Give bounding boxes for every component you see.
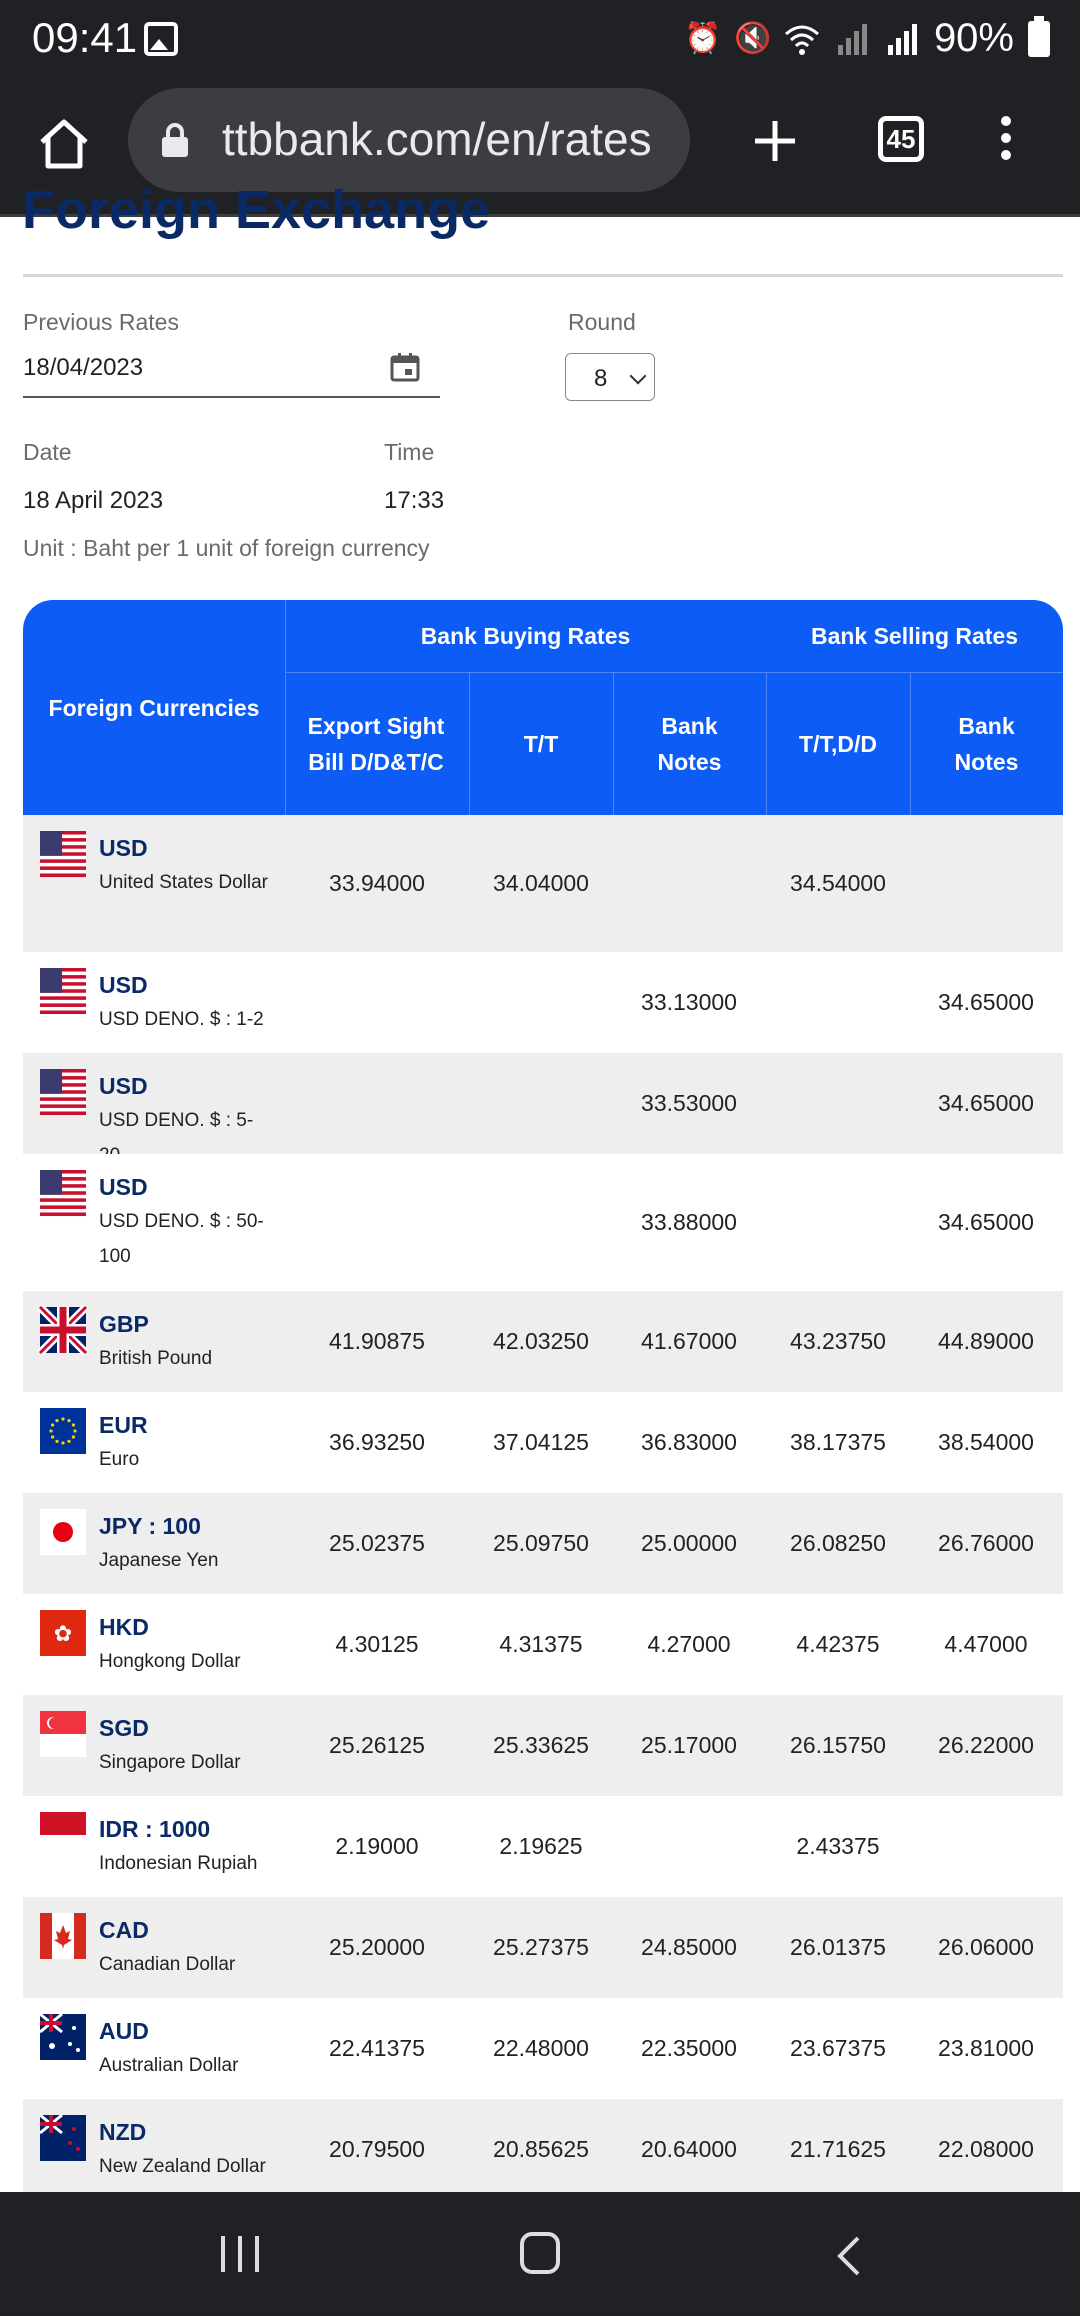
- currency-code: USD: [99, 1073, 148, 1099]
- eur-flag: [40, 1408, 86, 1454]
- currency-name: Hongkong Dollar: [99, 1651, 241, 1672]
- cell-bank-notes: 41.67000: [641, 1327, 737, 1354]
- table-row: [23, 1154, 1063, 1291]
- currency-name: Indonesian Rupiah: [99, 1853, 258, 1874]
- currency-name: Canadian Dollar: [99, 1954, 236, 1975]
- page-content: [0, 180, 1080, 2192]
- back-icon[interactable]: [834, 2236, 864, 2276]
- signal-icon: [884, 21, 920, 57]
- cell-bank-notes: 4.27000: [647, 1630, 731, 1657]
- tab-switcher-button[interactable]: 45: [878, 116, 924, 162]
- mute-icon: 🔇: [733, 21, 772, 55]
- cell-sell-bank-notes: 34.65000: [938, 1208, 1034, 1235]
- battery-percent: 90%: [933, 16, 1014, 60]
- cell-tt: 25.33625: [493, 1731, 589, 1758]
- table-row: [23, 1594, 1063, 1695]
- cell-export-sight-bill: 41.90875: [329, 1327, 425, 1354]
- cell-tt: 4.31375: [499, 1630, 583, 1657]
- cell-sell-tt-dd: 43.23750: [790, 1327, 886, 1354]
- col-export-sight-bill: Export Sight Bill D/D&T/C: [307, 712, 445, 775]
- group-bank-selling: Bank Selling Rates: [810, 623, 1019, 649]
- cad-flag: [40, 1913, 86, 1959]
- cell-export-sight-bill: 22.41375: [329, 2034, 425, 2061]
- currency-name: USD DENO. $ : 50-100: [99, 1211, 264, 1267]
- currency-code: HKD: [99, 1614, 149, 1640]
- round-select[interactable]: [565, 353, 655, 401]
- date-label: Date: [23, 439, 72, 465]
- cell-bank-notes: 25.17000: [641, 1731, 737, 1758]
- table-row: [23, 1695, 1063, 1796]
- cell-export-sight-bill: 36.93250: [329, 1428, 425, 1455]
- currency-name: British Pound: [99, 1348, 213, 1369]
- cell-tt: 25.09750: [493, 1529, 589, 1556]
- cell-export-sight-bill: 20.79500: [329, 2135, 425, 2162]
- currency-name: Japanese Yen: [99, 1550, 219, 1571]
- idr-flag: [40, 1812, 86, 1858]
- usd-flag: [40, 968, 86, 1014]
- home-icon[interactable]: [34, 114, 94, 174]
- currency-code: GBP: [99, 1311, 149, 1337]
- cell-export-sight-bill: 4.30125: [335, 1630, 419, 1657]
- table-row: [23, 1493, 1063, 1594]
- signal-icon: [834, 21, 870, 57]
- nzd-flag: [40, 2115, 86, 2161]
- currency-name: New Zealand Dollar: [99, 2156, 266, 2177]
- currency-name: USD DENO. $ : 1-2: [99, 1009, 264, 1030]
- cell-sell-tt-dd: 21.71625: [790, 2135, 886, 2162]
- currency-name: Singapore Dollar: [99, 1752, 241, 1773]
- currency-name: USD DENO. $ : 5-: [99, 1110, 254, 1131]
- currency-code: EUR: [99, 1412, 148, 1438]
- currency-name: Australian Dollar: [99, 2055, 239, 2076]
- time-value: 17:33: [384, 487, 445, 514]
- cell-tt: 25.27375: [493, 1933, 589, 1960]
- cell-tt: 42.03250: [493, 1327, 589, 1354]
- usd-flag: [40, 1170, 86, 1216]
- sgd-flag: [40, 1711, 86, 1757]
- group-bank-buying: Bank Buying Rates: [420, 623, 631, 649]
- table-row: [23, 1291, 1063, 1392]
- cell-export-sight-bill: 2.19000: [335, 1832, 419, 1859]
- divider: [910, 672, 911, 815]
- cell-sell-bank-notes: 44.89000: [938, 1327, 1034, 1354]
- table-row: [23, 952, 1063, 1053]
- cell-sell-bank-notes: 4.47000: [944, 1630, 1028, 1657]
- cell-sell-bank-notes: 22.08000: [938, 2135, 1034, 2162]
- cell-bank-notes: 22.35000: [641, 2034, 737, 2061]
- cell-bank-notes: 33.88000: [641, 1208, 737, 1235]
- cell-sell-bank-notes: 23.81000: [938, 2034, 1034, 2061]
- system-nav-bar: [0, 2192, 1080, 2316]
- currency-code: CAD: [99, 1917, 149, 1943]
- cell-sell-bank-notes: 26.76000: [938, 1529, 1034, 1556]
- cell-sell-tt-dd: 38.17375: [790, 1428, 886, 1455]
- status-bar: [0, 0, 1080, 80]
- previous-rates-value: 18/04/2023: [23, 354, 144, 381]
- cell-sell-tt-dd: 26.01375: [790, 1933, 886, 1960]
- aud-flag: [40, 2014, 86, 2060]
- table-row: [23, 1998, 1063, 2099]
- svg-text:✿: ✿: [53, 1621, 73, 1646]
- rates-table: [23, 600, 1063, 2200]
- cell-bank-notes: 25.00000: [641, 1529, 737, 1556]
- cell-tt: 20.85625: [493, 2135, 589, 2162]
- calendar-icon[interactable]: [390, 352, 420, 382]
- divider: [613, 672, 614, 815]
- col-sell-bank-notes: Bank Notes: [954, 712, 1019, 775]
- battery-icon: [1028, 21, 1050, 57]
- cell-tt: 2.19625: [499, 1832, 583, 1859]
- round-value: 8: [594, 365, 608, 392]
- cell-sell-tt-dd: 4.42375: [796, 1630, 880, 1657]
- hkd-flag: [40, 1610, 86, 1656]
- currency-name: Euro: [99, 1449, 140, 1470]
- cell-export-sight-bill: 33.94000: [329, 869, 425, 896]
- cell-sell-tt-dd: 23.67375: [790, 2034, 886, 2061]
- cell-export-sight-bill: 25.20000: [329, 1933, 425, 1960]
- currency-code: USD: [99, 1174, 148, 1200]
- recent-apps-icon[interactable]: [220, 2236, 260, 2272]
- divider: [469, 672, 470, 815]
- round-label: Round: [568, 309, 636, 335]
- cell-export-sight-bill: 25.26125: [329, 1731, 425, 1758]
- gallery-notification-icon: [144, 22, 178, 56]
- status-icons: [684, 16, 1050, 61]
- currency-code: USD: [99, 835, 148, 861]
- cell-sell-bank-notes: 26.06000: [938, 1933, 1034, 1960]
- jpy-flag: [40, 1509, 86, 1555]
- usd-flag: [40, 831, 86, 877]
- currency-code: JPY : 100: [99, 1513, 201, 1539]
- cell-bank-notes: 20.64000: [641, 2135, 737, 2162]
- table-row: [23, 815, 1063, 952]
- previous-rates-label: Previous Rates: [23, 309, 179, 335]
- col-sell-tt-dd: T/T,D/D: [799, 730, 877, 757]
- cell-sell-tt-dd: 26.15750: [790, 1731, 886, 1758]
- new-tab-icon[interactable]: [752, 118, 798, 164]
- cell-sell-bank-notes: 34.65000: [938, 988, 1034, 1015]
- status-time: 09:41: [32, 14, 138, 61]
- table-row: [23, 1796, 1063, 1897]
- time-label: Time: [384, 439, 435, 465]
- currency-code: SGD: [99, 1715, 149, 1741]
- home-nav-icon[interactable]: [520, 2232, 560, 2274]
- cell-sell-bank-notes: 26.22000: [938, 1731, 1034, 1758]
- cell-sell-tt-dd: 34.54000: [790, 869, 886, 896]
- cell-bank-notes: 33.53000: [641, 1089, 737, 1116]
- address-bar[interactable]: [128, 88, 690, 192]
- divider: [23, 274, 1063, 277]
- table-header: [23, 600, 1063, 815]
- col-bank-notes: Bank Notes: [657, 712, 722, 775]
- cell-sell-bank-notes: 34.65000: [938, 1089, 1034, 1116]
- previous-rates-date-input[interactable]: [23, 342, 440, 398]
- cell-export-sight-bill: 25.02375: [329, 1529, 425, 1556]
- page-title: Foreign Exchange: [22, 180, 491, 240]
- cell-sell-bank-notes: 38.54000: [938, 1428, 1034, 1455]
- date-value: 18 April 2023: [23, 487, 164, 514]
- divider: [766, 672, 767, 815]
- cell-tt: 37.04125: [493, 1428, 589, 1455]
- col-foreign-currencies: Foreign Currencies: [48, 694, 260, 721]
- cell-bank-notes: 33.13000: [641, 988, 737, 1015]
- table-row: [23, 1053, 1063, 1154]
- more-menu-icon[interactable]: [998, 116, 1014, 166]
- cell-tt: 34.04000: [493, 869, 589, 896]
- table-row: [23, 1897, 1063, 1998]
- currency-code: USD: [99, 972, 148, 998]
- table-body: [23, 815, 1063, 2200]
- cell-sell-tt-dd: 26.08250: [790, 1529, 886, 1556]
- divider: [285, 672, 1063, 673]
- divider: [285, 600, 286, 815]
- gbp-flag: [40, 1307, 86, 1353]
- currency-code: AUD: [99, 2018, 149, 2044]
- lock-icon: [160, 122, 190, 158]
- table-row: [23, 2099, 1063, 2200]
- url-text: ttbbank.com/en/rates: [222, 113, 652, 165]
- currency-code: NZD: [99, 2119, 147, 2145]
- alarm-icon: ⏰: [683, 21, 722, 55]
- unit-note: Unit : Baht per 1 unit of foreign currency: [23, 535, 430, 561]
- wifi-icon: [784, 21, 820, 57]
- cell-sell-tt-dd: 2.43375: [796, 1832, 880, 1859]
- currency-name: United States Dollar: [99, 872, 268, 893]
- table-row: [23, 1392, 1063, 1493]
- cell-bank-notes: 36.83000: [641, 1428, 737, 1455]
- col-tt: T/T: [523, 730, 559, 757]
- currency-code: IDR : 1000: [99, 1816, 211, 1842]
- chevron-down-icon: [630, 368, 647, 385]
- usd-flag: [40, 1069, 86, 1115]
- cell-bank-notes: 24.85000: [641, 1933, 737, 1960]
- cell-tt: 22.48000: [493, 2034, 589, 2061]
